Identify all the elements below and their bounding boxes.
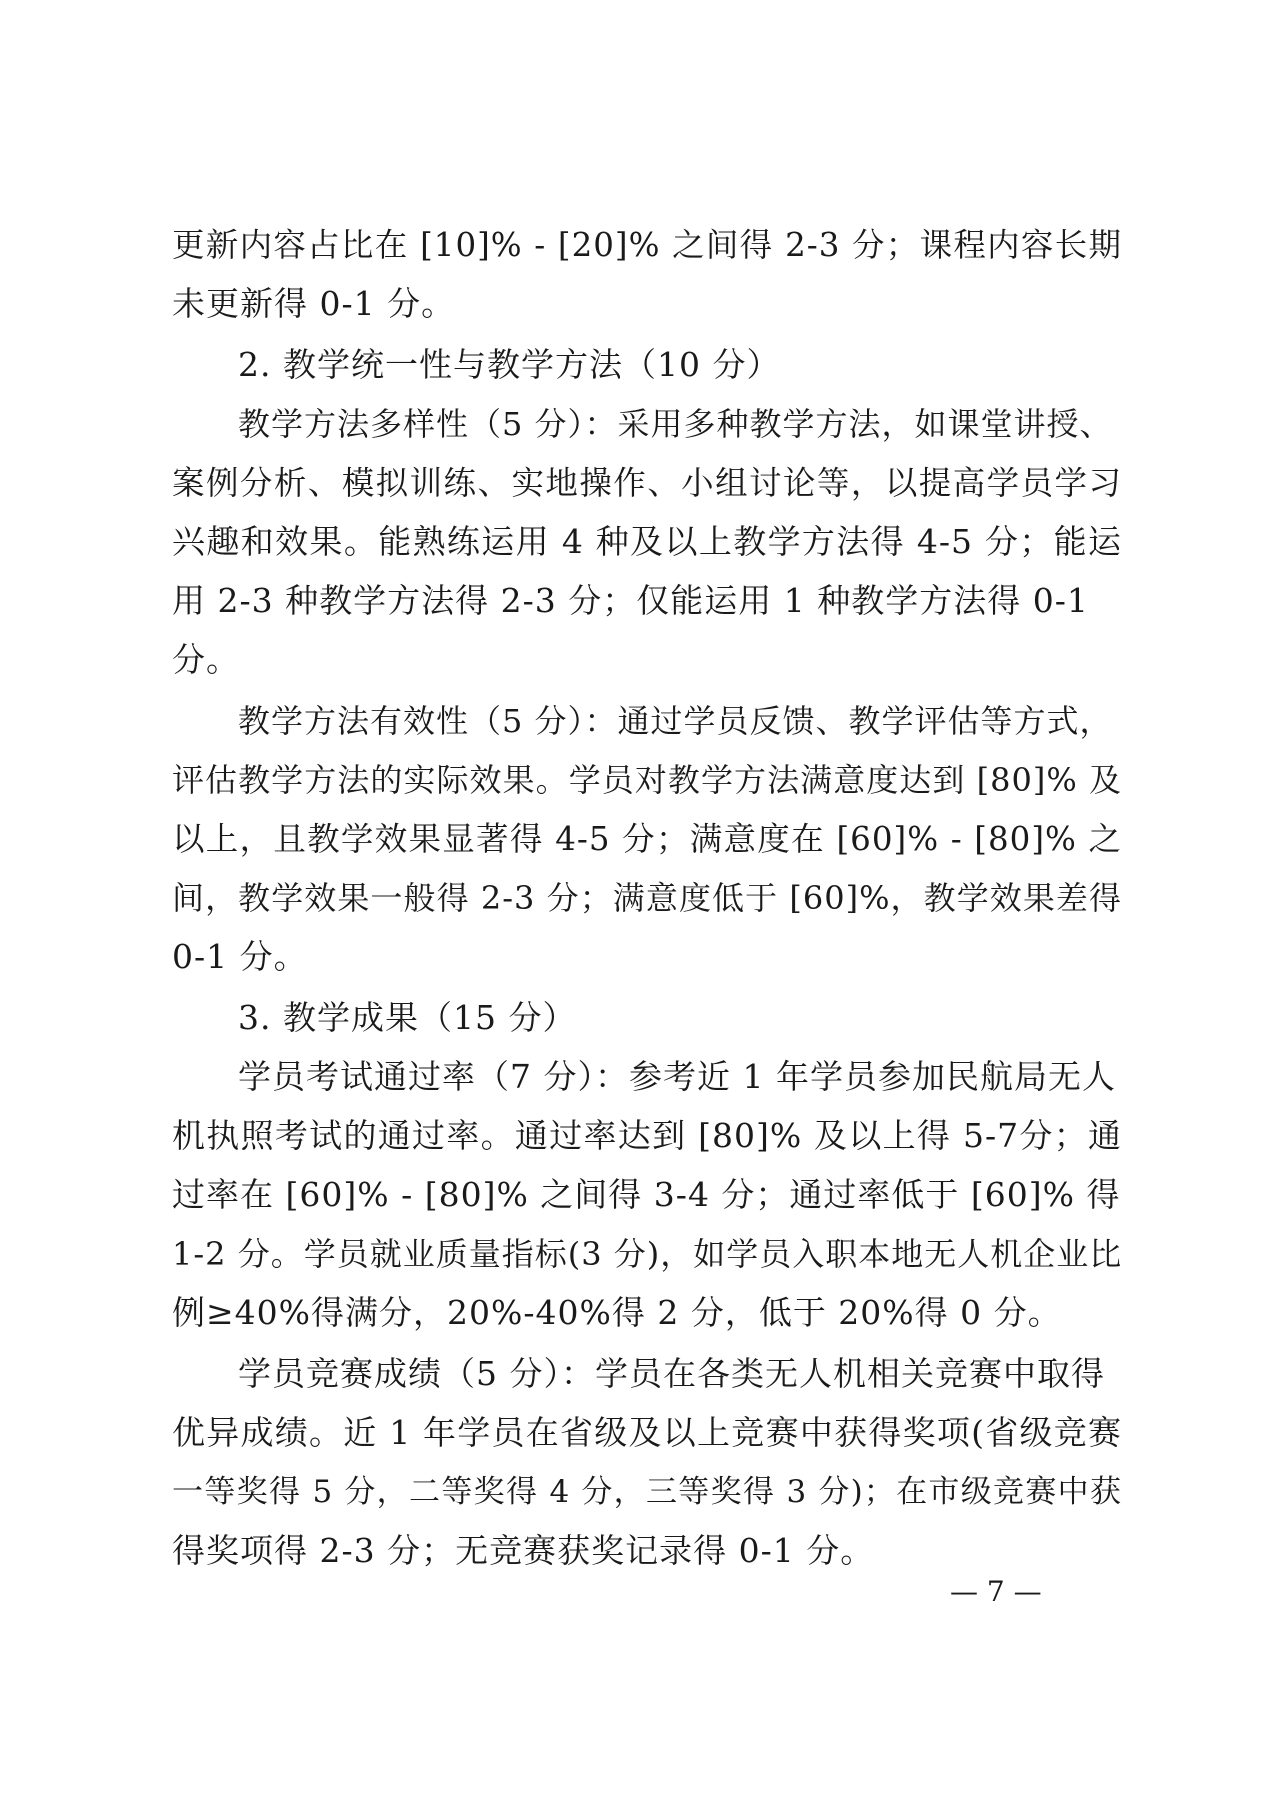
text-line: 评估教学方法的实际效果。学员对教学方法满意度达到 [80]% 及 xyxy=(172,761,1122,799)
page-number: — 7 — xyxy=(950,1575,1042,1608)
text-line: 一等奖得 5 分，二等奖得 4 分，三等奖得 3 分)；在市级竞赛中获 xyxy=(172,1474,1122,1510)
text-line: 1-2 分。学员就业质量指标(3 分)，如学员入职本地无人机企业比 xyxy=(172,1235,1123,1273)
text-line: 得奖项得 2-3 分；无竞赛获奖记录得 0-1 分。 xyxy=(172,1531,875,1570)
text-line: 兴趣和效果。能熟练运用 4 种及以上教学方法得 4-5 分；能运 xyxy=(172,522,1122,561)
paragraph-first-line: 教学方法多样性（5 分）：采用多种教学方法，如课堂讲授、 xyxy=(238,405,1113,443)
text-line: 以上，且教学效果显著得 4-5 分；满意度在 [60]% - [80]% 之 xyxy=(172,820,1122,858)
text-line: 案例分析、模拟训练、实地操作、小组讨论等，以提高学员学习 xyxy=(172,464,1122,502)
text-line: 0-1 分。 xyxy=(172,937,308,976)
text-line: 分。 xyxy=(172,640,240,679)
text-line: 用 2-3 种教学方法得 2-3 分；仅能运用 1 种教学方法得 0-1 xyxy=(172,581,1089,620)
text-line: 过率在 [60]% - [80]% 之间得 3-4 分；通过率低于 [60]% 得 xyxy=(172,1175,1121,1214)
text-line: 更新内容占比在 [10]% - [20]% 之间得 2-3 分；课程内容长期 xyxy=(172,226,1122,264)
paragraph-first-line: 教学方法有效性（5 分）：通过学员反馈、教学评估等方式， xyxy=(238,702,1113,740)
paragraph-first-line: 学员考试通过率（7 分）：参考近 1 年学员参加民航局无人 xyxy=(238,1057,1116,1096)
text-line: 例≥40%得满分，20%-40%得 2 分，低于 20%得 0 分。 xyxy=(172,1293,1062,1332)
text-line: 间，教学效果一般得 2-3 分；满意度低于 [60]%，教学效果差得 xyxy=(172,879,1122,917)
section-heading: 2. 教学统一性与教学方法（10 分） xyxy=(238,345,781,384)
text-line: 未更新得 0-1 分。 xyxy=(172,284,456,323)
text-line: 优异成绩。近 1 年学员在省级及以上竞赛中获得奖项(省级竞赛 xyxy=(172,1413,1122,1452)
section-heading: 3. 教学成果（15 分） xyxy=(238,998,577,1037)
paragraph-first-line: 学员竞赛成绩（5 分）：学员在各类无人机相关竞赛中取得 xyxy=(238,1354,1105,1393)
text-line: 机执照考试的通过率。通过率达到 [80]% 及以上得 5-7分；通 xyxy=(172,1116,1122,1155)
